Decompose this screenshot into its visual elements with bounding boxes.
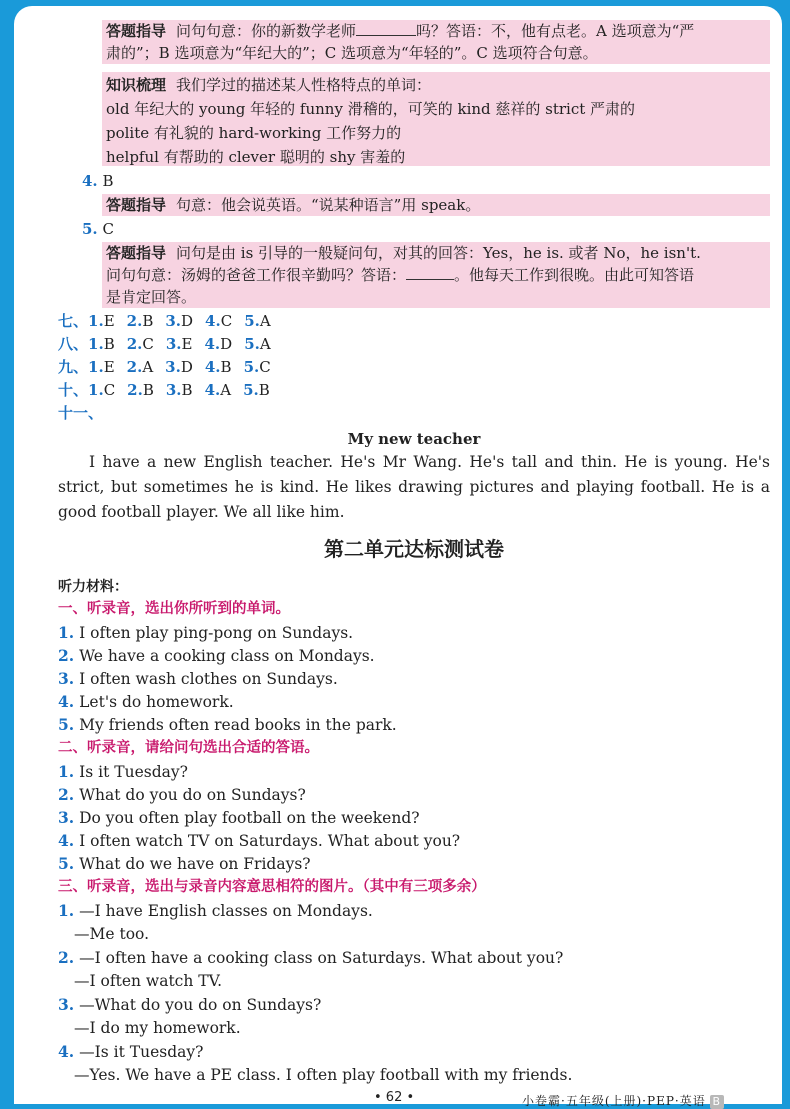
knowledge-words-1: old 年纪大的 young 年轻的 funny 滑稽的，可笑的 kind 慈祥的 strict 严肃的 — [106, 100, 636, 118]
guide-label: 答题指导 — [106, 22, 167, 40]
item-number: 4. — [58, 1042, 75, 1061]
item-text: Do you often play football on the weekend? — [79, 809, 420, 827]
q4-letter: B — [102, 172, 114, 190]
list-item — [58, 784, 306, 806]
item-number: 2. — [58, 646, 75, 665]
answer: D — [180, 358, 193, 376]
item-text: I often play ping-pong on Sundays. — [79, 624, 354, 642]
answer: E — [103, 312, 115, 330]
item-number: 3. — [165, 312, 182, 330]
item-number: 2. — [126, 358, 143, 376]
answer: A — [142, 358, 154, 376]
guide-label: 答题指导 — [106, 196, 167, 214]
list-item-reply: —I do my homework. — [74, 1019, 241, 1037]
item-text: I often wash clothes on Sundays. — [79, 670, 338, 688]
q5-answer — [82, 218, 114, 240]
q5-guide-line3: 是肯定回答。 — [106, 288, 197, 306]
list-item — [58, 622, 353, 644]
list-item — [58, 994, 321, 1016]
list-item — [58, 761, 188, 783]
q4-guide — [106, 194, 480, 216]
page — [14, 6, 782, 1108]
answers-11 — [58, 402, 103, 424]
item-number: 4. — [58, 692, 75, 711]
item-text: —I often have a cooking class on Saturdays. What about you? — [79, 949, 564, 967]
part3-heading: 三、听录音，选出与录音内容意思相符的图片。（其中有三项多余） — [58, 879, 486, 895]
answer: B — [142, 312, 154, 330]
answer: B — [181, 381, 193, 399]
section-number: 十一、 — [58, 404, 104, 422]
answer-blank — [406, 265, 454, 280]
part2-heading: 二、听录音，请给问句选出合适的答语。 — [58, 740, 319, 756]
list-item — [58, 830, 460, 852]
page-number: • 62 • — [374, 1090, 415, 1105]
section-number: 九、 — [58, 358, 89, 376]
knowledge-words-2: polite 有礼貌的 hard-working 工作努力的 — [106, 124, 402, 142]
essay-title: My new teacher — [347, 430, 481, 448]
q3-guide-line1 — [106, 20, 694, 42]
answer: E — [181, 335, 193, 353]
item-number: 4. — [204, 335, 221, 353]
answer: C — [142, 335, 154, 353]
list-item — [58, 668, 338, 690]
knowledge-line1 — [106, 74, 431, 96]
part1-heading: 一、听录音，选出你所听到的单词。 — [58, 601, 290, 617]
item-number: 1. — [88, 381, 104, 399]
item-text: What do you do on Sundays? — [79, 786, 306, 804]
listening-label: 听力材料： — [58, 579, 128, 595]
knowledge-words-3: helpful 有帮助的 clever 聪明的 shy 害羞的 — [106, 148, 406, 166]
answer: C — [220, 312, 233, 330]
list-item — [58, 1041, 203, 1063]
item-text: —What do you do on Sundays? — [79, 996, 322, 1014]
answer: E — [103, 358, 115, 376]
guide-label: 答题指导 — [106, 244, 167, 262]
answers-9 — [58, 356, 283, 378]
answer: B — [103, 335, 115, 353]
list-item — [58, 853, 311, 875]
answer: D — [220, 335, 233, 353]
guide-text: 问句是由 is 引导的一般疑问句，对其的回答：Yes，he is. 或者 No，he isn't. — [176, 244, 701, 262]
item-number: 4. — [58, 831, 75, 850]
knowledge-intro: 我们学过的描述某人性格特点的单词： — [176, 76, 432, 94]
answer: A — [259, 312, 271, 330]
list-item — [58, 645, 375, 667]
guide-text: 。他每天工作到很晚。由此可知答语 — [454, 266, 695, 284]
unit-title: 第二单元达标测试卷 — [324, 537, 504, 561]
answer: B — [258, 381, 270, 399]
guide-text: 问句句意：汤姆的爸爸工作很辛勤吗？答语： — [106, 266, 407, 284]
q5-guide-line1 — [106, 242, 701, 264]
item-number: 3. — [165, 381, 182, 399]
item-number: 3. — [58, 808, 75, 827]
q5-letter: C — [102, 220, 114, 238]
answer: B — [220, 358, 232, 376]
item-number: 5. — [58, 715, 75, 734]
list-item — [58, 807, 420, 829]
section-number: 七、 — [58, 312, 89, 330]
item-text: We have a cooking class on Mondays. — [79, 647, 375, 665]
item-number: 2. — [126, 312, 143, 330]
item-number: 1. — [88, 335, 104, 353]
item-number: 1. — [58, 623, 75, 642]
item-number: 3. — [58, 995, 75, 1014]
item-number: 1. — [58, 762, 75, 781]
list-item — [58, 947, 563, 969]
item-number: 1. — [88, 358, 104, 376]
q5-guide-line2 — [106, 264, 694, 286]
item-text: My friends often read books in the park. — [79, 716, 397, 734]
book-title-text: 小卷霸·五年级(上册)·PEP·英语 — [522, 1094, 706, 1108]
item-text: Is it Tuesday? — [79, 763, 188, 781]
item-number: 2. — [58, 785, 75, 804]
guide-text: 吗？答语：不，他有点老。A 选项意为“严 — [416, 22, 695, 40]
list-item — [58, 714, 397, 736]
q3-guide-line2: 肃的”；B 选项意为“年纪大的”；C 选项意为“年轻的”。C 选项符合句意。 — [106, 44, 598, 62]
item-number: 5. — [244, 312, 260, 330]
answer: D — [181, 312, 194, 330]
answer: A — [220, 381, 232, 399]
book-title — [522, 1092, 724, 1109]
item-number: 3. — [165, 358, 181, 376]
section-number: 八、 — [58, 335, 89, 353]
q4-number: 4. — [82, 172, 98, 190]
item-number: 1. — [88, 312, 104, 330]
item-text: —Is it Tuesday? — [79, 1043, 204, 1061]
item-text: What do we have on Fridays? — [79, 855, 311, 873]
item-text: Let's do homework. — [79, 693, 234, 711]
item-number: 4. — [205, 312, 221, 330]
list-item-reply: —I often watch TV. — [74, 972, 223, 990]
answer: A — [259, 335, 271, 353]
item-number: 5. — [244, 335, 260, 353]
list-item-reply: —Yes. We have a PE class. I often play football with my friends. — [74, 1066, 573, 1084]
item-number: 2. — [126, 335, 143, 353]
item-number: 2. — [127, 381, 143, 399]
answers-10 — [58, 379, 282, 401]
answers-8 — [58, 333, 283, 355]
answer: C — [259, 358, 271, 376]
item-number: 5. — [58, 854, 75, 873]
item-number: 1. — [58, 901, 75, 920]
list-item — [58, 900, 373, 922]
section-number: 十、 — [58, 381, 89, 399]
list-item-reply: —Me too. — [74, 925, 150, 943]
item-text: —I have English classes on Mondays. — [79, 902, 373, 920]
guide-text: 问句句意：你的新数学老师 — [176, 22, 357, 40]
q4-answer — [82, 170, 113, 192]
item-number: 5. — [243, 381, 259, 399]
answer: B — [142, 381, 154, 399]
essay-body: I have a new English teacher. He's Mr Wang. He's tall and thin. He is young. He's strict, but sometimes he is kind. He likes drawing pictures and playing football. He is a good football player. We all like him. — [58, 453, 770, 521]
item-number: 3. — [165, 335, 182, 353]
answer: C — [103, 381, 116, 399]
answer-blank — [356, 21, 416, 36]
list-item — [58, 691, 234, 713]
item-text: I often watch TV on Saturdays. What about you? — [79, 832, 461, 850]
item-number: 2. — [58, 948, 75, 967]
knowledge-label: 知识梳理 — [106, 76, 167, 94]
item-number: 3. — [58, 669, 75, 688]
edition-badge: B — [710, 1095, 724, 1109]
item-number: 4. — [204, 381, 221, 399]
q5-number: 5. — [82, 220, 98, 238]
guide-text: 句意：他会说英语。“说某种语言”用 speak。 — [176, 196, 481, 214]
item-number: 5. — [243, 358, 260, 376]
answers-7 — [58, 310, 283, 332]
item-number: 4. — [204, 358, 221, 376]
